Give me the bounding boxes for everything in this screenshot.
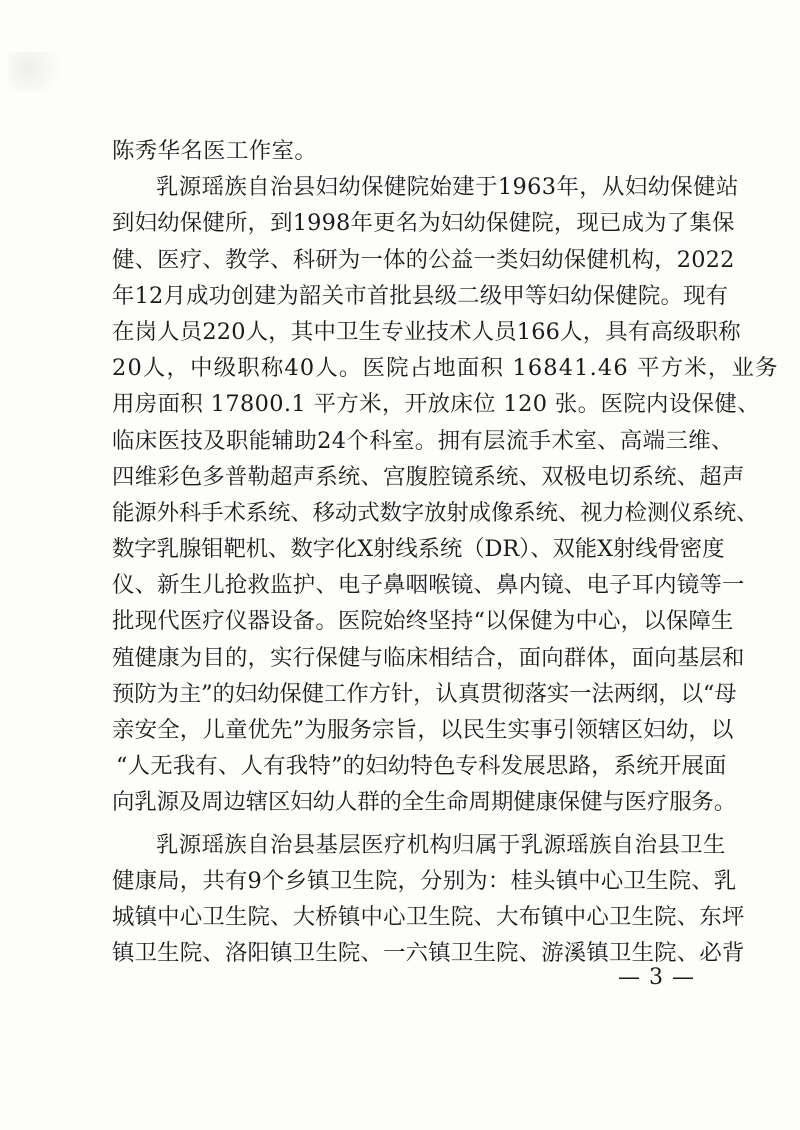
- text-line: 在岗人员220人，其中卫生专业技术人员166人，具有高级职称: [112, 318, 741, 345]
- text-line: 20人，中级职称40人。医院占地面积 16841.46 平方米，业务: [112, 355, 779, 382]
- text-line: 陈秀华名医工作室。: [112, 138, 318, 164]
- text-line: 健康局，共有9个乡镇卫生院，分别为：桂头镇中心卫生院、乳: [112, 867, 737, 894]
- paragraph-start-line: 乳源瑶族自治县妇幼保健院始建于1963年，从妇幼保健站: [156, 174, 739, 201]
- text-line: 能源外科手术系统、移动式数字放射成像系统、视力检测仪系统、: [112, 499, 759, 526]
- text-line: 数字乳腺钼靶机、数字化X射线系统（DR）、双能X射线骨密度: [112, 536, 725, 563]
- text-line: 年12月成功创建为韶关市首批县级二级甲等妇幼保健院。现有: [112, 282, 729, 309]
- text-line: 用房面积 17800.1 平方米，开放床位 120 张。医院内设保健、: [112, 391, 760, 418]
- body-text: [112, 133, 779, 971]
- text-line: 向乳源及周边辖区妇幼人群的全生命周期健康保健与医疗服务。: [112, 789, 737, 816]
- text-line: 批现代医疗仪器设备。医院始终坚持“以保健为中心，以保障生: [112, 608, 734, 635]
- scan-noise: [8, 52, 78, 92]
- text-line: 到妇幼保健所，到1998年更名为妇幼保健院，现已成为了集保: [112, 210, 735, 237]
- text-line: 预防为主”的妇幼保健工作方针，认真贯彻落实一法两纲，以“母: [112, 680, 737, 707]
- page-number: — 3 —: [618, 965, 695, 990]
- paragraph-start-line: 乳源瑶族自治县基层医疗机构归属于乳源瑶族自治县卫生: [156, 831, 726, 858]
- text-line: 殖健康为目的，实行保健与临床相结合，面向群体，面向基层和: [112, 644, 745, 671]
- text-line: “人无我有、人有我特”的妇幼特色专科发展思路，系统开展面: [116, 753, 727, 780]
- text-line: 亲安全，儿童优先”为服务宗旨，以民生实事引领辖区妇幼，以: [112, 717, 734, 743]
- text-line: 临床医技及职能辅助24个科室。拥有层流手术室、高端三维、: [112, 427, 734, 454]
- text-line: 城镇中心卫生院、大桥镇中心卫生院、大布镇中心卫生院、东坪: [112, 903, 745, 930]
- text-line: 四维彩色多普勒超声系统、宫腹腔镜系统、双极电切系统、超声: [112, 463, 745, 490]
- text-line: 健、医疗、教学、科研为一体的公益一类妇幼保健机构，2022: [112, 246, 735, 273]
- text-line: 仪、新生儿抢救监护、电子鼻咽喉镜、鼻内镜、电子耳内镜等一: [112, 572, 745, 599]
- text-line: 镇卫生院、洛阳镇卫生院、一六镇卫生院、游溪镇卫生院、必背: [112, 940, 745, 967]
